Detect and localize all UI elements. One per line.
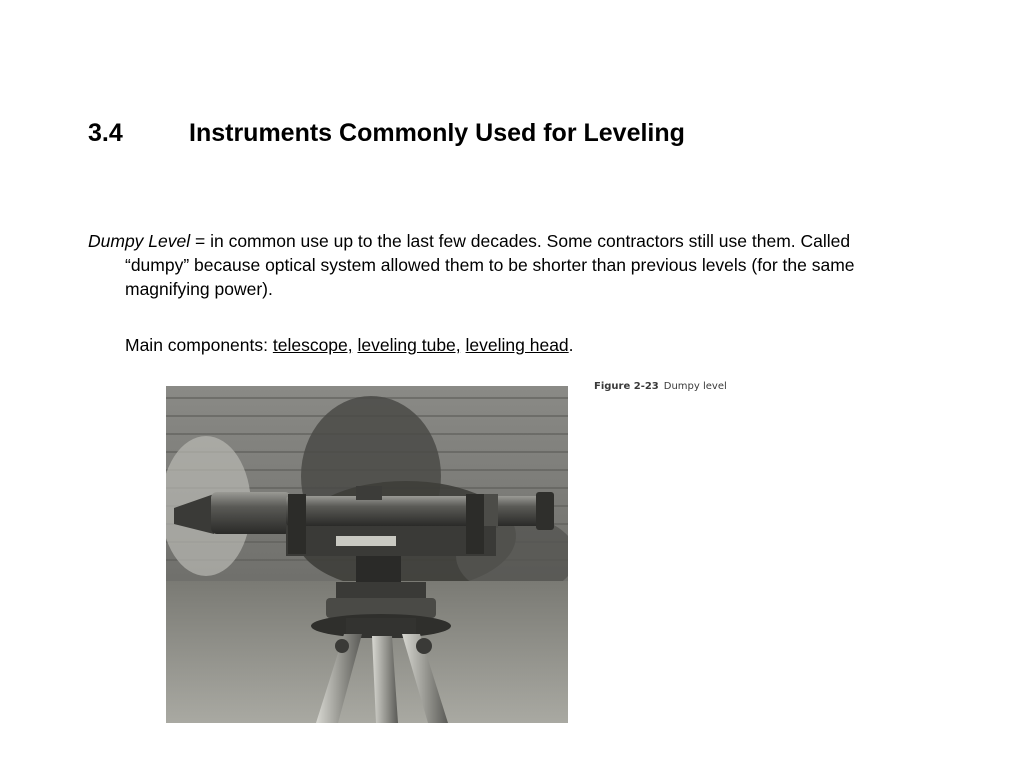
components-end: . <box>568 335 574 355</box>
figure-caption-text: Dumpy level <box>663 381 727 392</box>
component-leveling-tube: leveling tube, <box>357 335 461 355</box>
section-number: 3.4 <box>88 119 123 147</box>
figure-label: Figure 2-23 <box>594 381 659 392</box>
dumpy-level-photo <box>166 386 568 723</box>
component-telescope: telescope, <box>272 335 353 355</box>
definition-text: = in common use up to the last few decades. Some contractors still use them. Called “dumpy” because optical system allowed them to be shorter than previous levels (for the same magnifying power). <box>125 231 855 299</box>
main-components-line <box>125 333 574 357</box>
slide-title <box>88 116 685 150</box>
component-leveling-head: leveling head <box>465 335 569 355</box>
title-text: Instruments Commonly Used for Leveling <box>189 119 685 147</box>
components-label: Main components: <box>125 335 273 355</box>
definition-term: Dumpy Level <box>88 231 191 251</box>
definition-paragraph <box>88 229 895 301</box>
figure-caption <box>594 381 727 392</box>
